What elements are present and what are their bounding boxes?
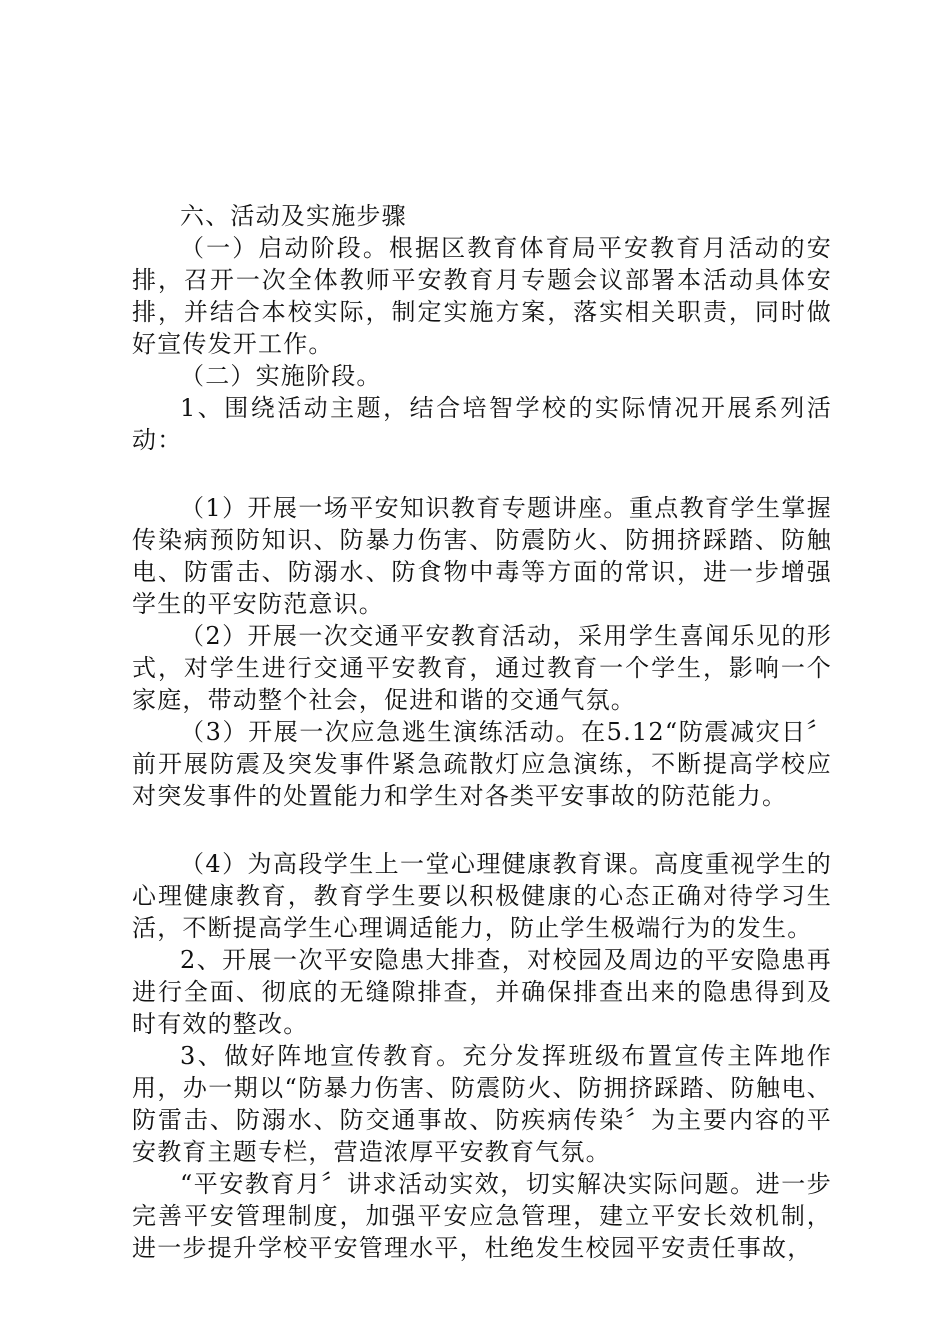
paragraph-subitem-2: （2）开展一次交通平安教育活动，采用学生喜闻乐见的形式，对学生进行交通平安教育，通过教育一个学生，影响一个家庭，带动整个社会，促进和谐的交通气氛。	[132, 622, 832, 714]
paragraph-item-1: 1、围绕活动主题，结合培智学校的实际情况开展系列活动：	[132, 394, 832, 454]
paragraph-subitem-1: （1）开展一场平安知识教育专题讲座。重点教育学生掌握传染病预防知识、防暴力伤害、防震防火、防拥挤踩踏、防触电、防雷击、防溺水、防食物中毒等方面的常识，进一步增强学生的平安防范意识。	[132, 494, 832, 618]
paragraph-item-2: 2、开展一次平安隐患大排查，对校园及周边的平安隐患再进行全面、彻底的无缝隙排查，并确保排查出来的隐患得到及时有效的整改。	[132, 946, 832, 1038]
paragraph-startup-phase: （一）启动阶段。根据区教育体育局平安教育月活动的安排，召开一次全体教师平安教育月专题会议部署本活动具体安排，并结合本校实际，制定实施方案，落实相关职责，同时做好宣传发开工作。	[132, 234, 832, 358]
paragraph-item-3: 3、做好阵地宣传教育。充分发挥班级布置宣传主阵地作用，办一期以“防暴力伤害、防震防火、防拥挤踩踏、防触电、防雷击、防溺水、防交通事故、防疾病传染〞为主要内容的平安教育主题专栏，营造浓厚平安教育气氛。	[132, 1042, 832, 1166]
paragraph-closing: “平安教育月〞讲求活动实效，切实解决实际问题。进一步完善平安管理制度，加强平安应急管理，建立平安长效机制，进一步提升学校平安管理水平，杜绝发生校园平安责任事故，	[132, 1170, 832, 1262]
paragraph-subitem-3: （3）开展一次应急逃生演练活动。在5.12“防震减灾日〞前开展防震及突发事件紧急疏散灯应急演练，不断提高学校应对突发事件的处置能力和学生对各类平安事故的防范能力。	[132, 718, 832, 810]
paragraph-implementation-phase: （二）实施阶段。	[180, 362, 382, 390]
paragraph-subitem-4: （4）为高段学生上一堂心理健康教育课。高度重视学生的心理健康教育，教育学生要以积极健康的心态正确对待学习生活，不断提高学生心理调适能力，防止学生极端行为的发生。	[132, 850, 832, 942]
document-body	[132, 200, 832, 1264]
section-heading: 六、活动及实施步骤	[180, 202, 407, 230]
